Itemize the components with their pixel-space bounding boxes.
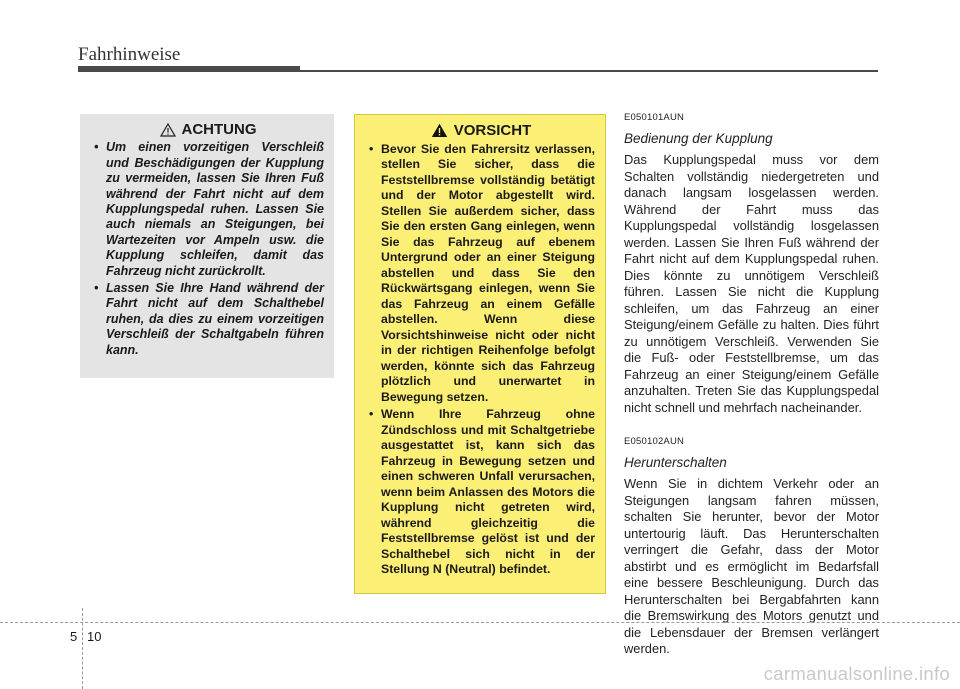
section-code: E050101AUN [624, 112, 685, 123]
header-rule-thin [300, 70, 878, 72]
vorsicht-item: • Bevor Sie den Fahrersitz verlassen, stellen Sie sicher, dass die Feststellbremse vollständig betätigt und der Motor abgestellt wird. Stellen Sie außerdem sicher, dass Sie den ersten Gang einlegen, wenn Sie das Fahrzeug auf ebenem Untergrund oder an einer Steigung abstellen und dass Sie den Rückwärtsgang einlegen, wenn Sie das Fahrzeug an einem Gefälle abstellen. Wenn diese Vorsichtshinweise nicht oder nicht in der richtigen Reihenfolge befolgt werden, könnte sich das Fahrzeug plötzlich und unerwartet in Bewegung setzen. [367, 142, 595, 406]
achtung-heading [92, 122, 324, 137]
page-number: 10 [87, 629, 102, 644]
footer-divider-vertical [82, 608, 83, 689]
achtung-item: • Lassen Sie Ihre Hand während der Fahrt nicht auf dem Schalthebel ruhen, da dies zu einem vorzeitigen Verschleiß der Schaltgabeln führen kann. [92, 281, 324, 358]
section-paragraph: Wenn Sie in dichtem Verkehr oder an Steigungen langsam fahren müssen, schalten Sie herunter, bevor der Motor untertourig läuft. Das Herunterschalten verringert die Gefahr, dass der Motor abstirbt und es ermöglicht im Bedarfsfall eine bessere Beschleunigung. Durch das Herunterschalten bei Bergabfahrten kann die Bremswirkung des Motors genutzt und die Lebensdauer der Bremsen verlängert werden. [624, 476, 879, 656]
chapter-number: 5 [70, 629, 78, 644]
vorsicht-heading [367, 123, 595, 139]
section-heading: Bedienung der Kupplung [624, 130, 773, 146]
achtung-list [92, 140, 324, 358]
achtung-title: ACHTUNG [181, 121, 257, 138]
main-text-column [624, 110, 879, 658]
warning-outline-icon [160, 123, 176, 137]
header-rule-thick [78, 66, 300, 72]
section-heading: Herunterschalten [624, 454, 727, 470]
warning-filled-icon [431, 123, 448, 138]
vorsicht-item: • Wenn Ihre Fahrzeug ohne Zündschloss und mit Schaltgetriebe ausgestattet ist, kann sich das Fahrzeug in Bewegung setzen und einen schweren Unfall verursachen, wenn beim Anlassen des Motors die Kupplung nicht getreten wird, während gleichzeitig die Feststellbremse gelöst ist und der Schalthebel sich nicht in der Stellung N (Neutral) befindet. [367, 407, 595, 578]
vorsicht-title: VORSICHT [453, 122, 532, 139]
footer-divider [0, 622, 960, 623]
section-code: E050102AUN [624, 436, 685, 447]
page-header-title: Fahrhinweise [78, 44, 181, 65]
vorsicht-box [354, 114, 606, 594]
vorsicht-list [367, 142, 595, 578]
achtung-item: • Um einen vorzeitigen Verschleiß und Beschädigungen der Kupplung zu vermeiden, lassen Sie Ihren Fuß während der Fahrt nicht auf dem Kupplungspedal ruhen. Lassen Sie auch niemals an Steigungen, bei Wartezeiten vor Ampeln usw. die Kupplung schleifen, damit das Fahrzeug nicht zurückrollt. [92, 140, 324, 279]
section-paragraph: Das Kupplungspedal muss vor dem Schalten vollständig niedergetreten und danach langsam losgelassen werden. Während der Fahrt muss das Kupplungspedal vollständig losgelassen werden. Lassen Sie Ihren Fuß während der Fahrt nicht auf dem Kupplungspedal ruhen. Dies könnte zu unnötigem Verschleiß führen. Lassen Sie nicht die Kupplung schleifen, um das Fahrzeug an einer Steigung/einem Gefälle zu halten. Dies führt zu unnötigem Verschleiß. Verwenden Sie die Fuß- oder Feststellbremse, um das Fahrzeug an einer Steigung/einem Gefälle anzuhalten. Treten Sie das Kupplungspedal nicht schnell und mehrfach nacheinander. [624, 152, 879, 415]
watermark: carmanualsonline.info [763, 663, 950, 684]
achtung-box [80, 114, 334, 378]
